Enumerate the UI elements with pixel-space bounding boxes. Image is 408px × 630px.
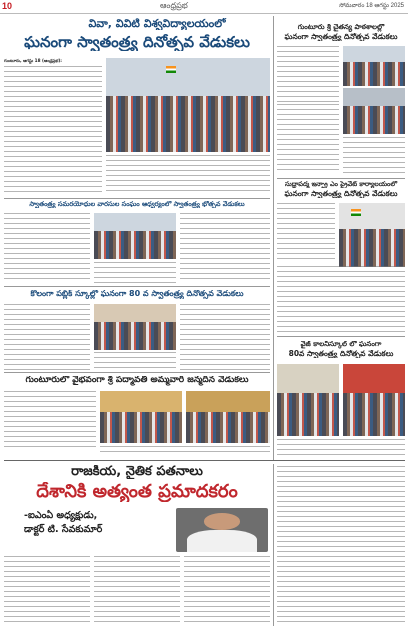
article-c-photo-left bbox=[100, 391, 182, 443]
right-article-2-photo bbox=[339, 203, 405, 267]
byline-name: డాక్టర్ టి. సేవకుమార్ bbox=[24, 524, 103, 535]
main-headline-line1: వివా, వివిటి విశ్వవిద్యాలయంలో bbox=[88, 18, 226, 30]
right-article-1-photo-top bbox=[343, 46, 405, 86]
article-c-text bbox=[4, 391, 96, 447]
divider bbox=[4, 198, 270, 199]
main-article-text bbox=[4, 66, 102, 196]
divider bbox=[4, 286, 270, 287]
article-b-photo bbox=[94, 304, 176, 350]
right-headline-2b: ఘనంగా స్వాతంత్ర్య దినోత్సవ వేడుకలు bbox=[284, 190, 398, 198]
article-a-text-mid bbox=[94, 262, 176, 284]
sub-headline-c: గుంటూరులో వైభవంగా శ్రీ పద్మావతి అమ్మవారి జన్మదిన వేడుకలు bbox=[25, 376, 249, 385]
right-article-1-text-right bbox=[343, 137, 405, 175]
right-article-3-text bbox=[277, 439, 405, 457]
page-header bbox=[0, 0, 408, 14]
right-headline-3b: 80వ స్వాతంత్ర్య దినోత్సవ వేడుకలు bbox=[288, 350, 394, 358]
divider bbox=[4, 372, 270, 373]
divider bbox=[4, 460, 405, 461]
bottom-article-text-col3 bbox=[184, 556, 270, 626]
bottom-headline-line1: రాజకీయ, నైతిక పతనాలు bbox=[71, 465, 203, 479]
main-photo bbox=[106, 58, 270, 152]
bottom-article-text-col2 bbox=[94, 556, 180, 626]
dateline-main: గుంటూరు, ఆగస్టు 18 (ఆంధ్రప్రభ): bbox=[4, 58, 62, 63]
article-a-text-right bbox=[180, 213, 270, 283]
right-headline-3a: వైజ్ కాలనీస్కూల్ లో ఘనంగా bbox=[300, 341, 382, 348]
right-article-3-photo-left bbox=[277, 364, 339, 436]
article-b-text bbox=[4, 304, 90, 370]
article-b-text-right bbox=[180, 304, 270, 370]
main-headline-line2: ఘనంగా స్వాతంత్ర్య దినోత్సవ వేడుకలు bbox=[24, 34, 250, 51]
right-article-1-photo-bottom bbox=[343, 88, 405, 134]
sub-headline-a: స్వాతంత్ర్య సమరయోధుల వారసుల సంఘం ఆధ్వర్యంలో స్వాతంత్ర్య భోత్సవ వేడుకలు bbox=[29, 201, 245, 208]
divider bbox=[277, 336, 405, 337]
right-headline-2a: సుధ్రాపద్మ ఇన్ఫ్రా ఎం ప్రైవేట్ కార్యాలయంలో bbox=[284, 181, 398, 188]
right-article-3-photo-right bbox=[343, 364, 405, 436]
column-divider bbox=[273, 16, 274, 460]
right-article-1-text-continued bbox=[277, 104, 339, 174]
main-article-text-continued bbox=[106, 155, 270, 195]
article-c-text-bottom bbox=[100, 446, 270, 456]
newspaper-name: ఆంధ్రప్రభ bbox=[160, 1, 188, 10]
issue-date: సోమవారం 18 ఆగస్టు 2025 bbox=[339, 3, 404, 9]
right-headline-1a: గుంటూరు శ్రీ చైతన్య పాఠశాలల్లో bbox=[297, 24, 385, 31]
divider bbox=[277, 178, 405, 179]
right-article-2-text-continued bbox=[277, 266, 405, 332]
right-article-2-text bbox=[277, 203, 335, 263]
page-number: 10 bbox=[2, 1, 13, 11]
bottom-article-text-right bbox=[277, 466, 405, 626]
byline-title: -ఐఎంఏ అధ్యక్షుడు, bbox=[24, 510, 98, 521]
bottom-article-text-col1 bbox=[4, 556, 90, 626]
right-headline-1b: ఘనంగా స్వాతంత్ర్య దినోత్సవ వేడుకలు bbox=[284, 33, 398, 41]
column-divider bbox=[273, 464, 274, 626]
sub-headline-b: కొలంగా పబ్లిక్ స్కూల్లో ఘనంగా 80 వ స్వాతంత్ర్య దినోత్సవ వేడుకలు bbox=[30, 290, 244, 298]
article-c-photo-right bbox=[186, 391, 270, 443]
article-b-text-mid bbox=[94, 352, 176, 370]
article-a-photo bbox=[94, 213, 176, 259]
bottom-headline-line2: దేశానికి అత్యంత ప్రమాదకరం bbox=[36, 482, 238, 502]
right-article-1-text bbox=[277, 46, 339, 102]
article-a-text bbox=[4, 213, 90, 283]
doctor-portrait bbox=[176, 508, 268, 552]
